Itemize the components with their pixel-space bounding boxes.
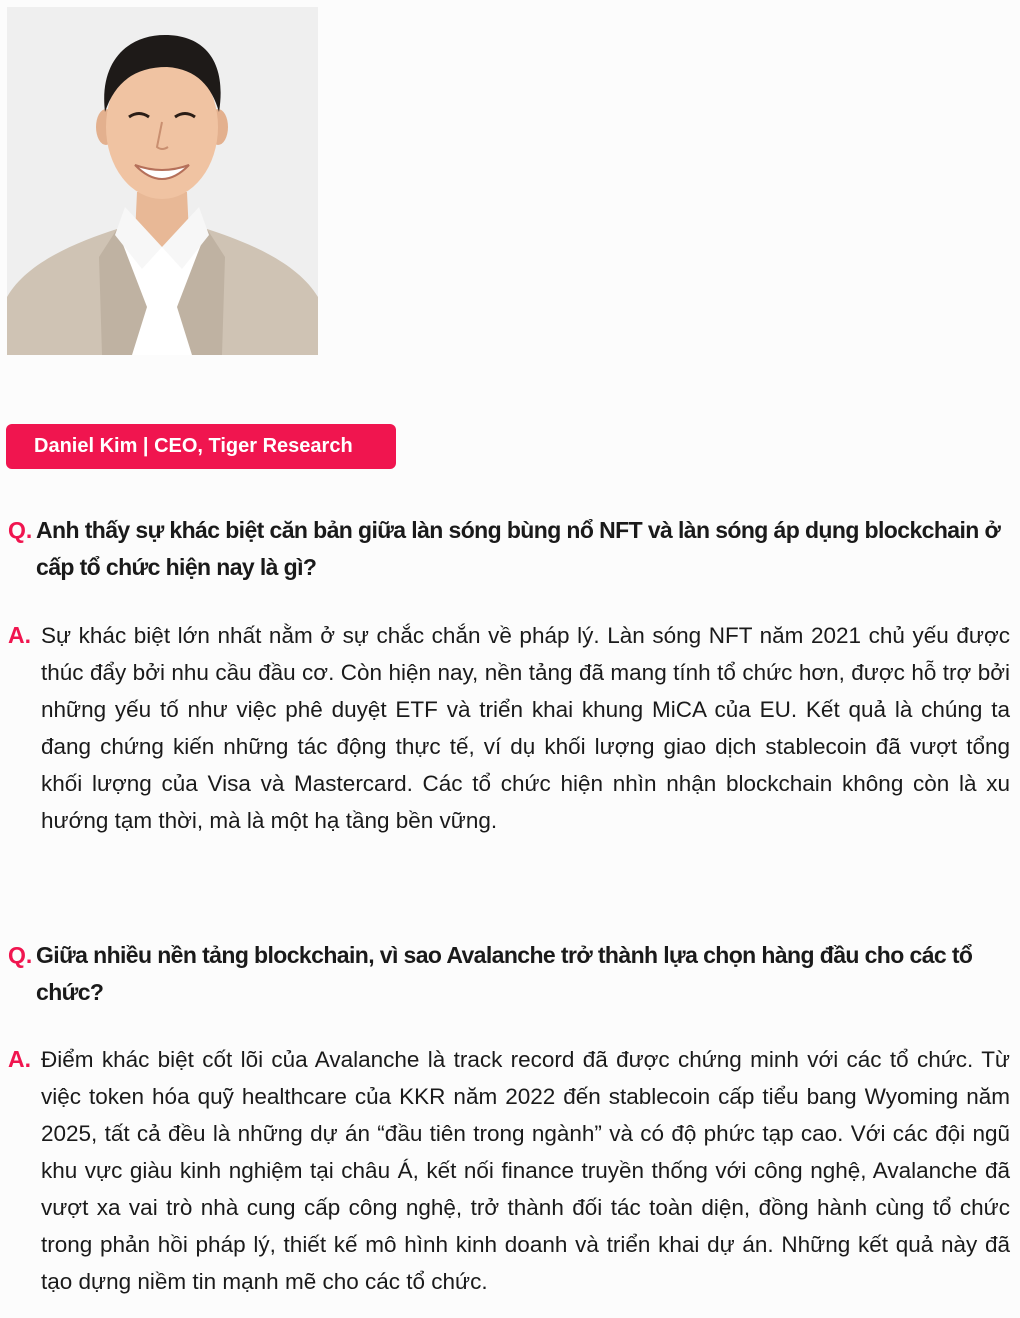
answer-text: Điểm khác biệt cốt lõi của Avalanche là track record đã được chứng minh với các tổ chức. Từ việc token hóa quỹ healthcare của KKR năm 2022 đến stablecoin cấp tiểu bang Wyoming năm 2025, tất cả đều là những dự án “đầu tiên trong ngành” và có độ phức tạp cao. Với các đội ngũ khu vực giàu kinh nghiệm tại châu Á, kết nối finance truyền thống với công nghệ, Avalanche đã vượt xa vai trò nhà cung cấp công nghệ, trở thành đối tác toàn diện, đồng hành cùng tổ chức trong phản hồi pháp lý, thiết kế mô hình kinh doanh và triển khai dự án. Những kết quả này đã tạo dựng niềm tin mạnh mẽ cho các tổ chức. [41,1047,1010,1294]
answer-block [8,1041,1010,1300]
profile-photo [7,7,318,355]
question-text: Giữa nhiều nền tảng blockchain, vì sao Avalanche trở thành lựa chọn hàng đầu cho các tổ chức? [36,942,973,1005]
answer-marker: A. [8,622,31,648]
question-text: Anh thấy sự khác biệt căn bản giữa làn sóng bùng nổ NFT và làn sóng áp dụng blockchain ở cấp tổ chức hiện nay là gì? [36,517,1001,580]
answer-block [8,617,1010,839]
answer-text: Sự khác biệt lớn nhất nằm ở sự chắc chắn về pháp lý. Làn sóng NFT năm 2021 chủ yếu được thúc đẩy bởi nhu cầu đầu cơ. Còn hiện nay, nền tảng đã mang tính tổ chức hơn, được hỗ trợ bởi những yếu tố như việc phê duyệt ETF và triển khai khung MiCA của EU. Kết quả là chúng ta đang chứng kiến những tác động thực tế, ví dụ khối lượng giao dịch stablecoin đã vượt tổng khối lượng của Visa và Mastercard. Các tổ chức hiện nhìn nhận blockchain không còn là xu hướng tạm thời, mà là một hạ tầng bền vững. [41,623,1010,833]
name-badge: Daniel Kim | CEO, Tiger Research [6,424,396,469]
question-marker: Q. [8,517,33,543]
question-marker: Q. [8,942,33,968]
answer-marker: A. [8,1046,31,1072]
question-block [8,937,1010,1011]
question-block [8,512,1010,586]
